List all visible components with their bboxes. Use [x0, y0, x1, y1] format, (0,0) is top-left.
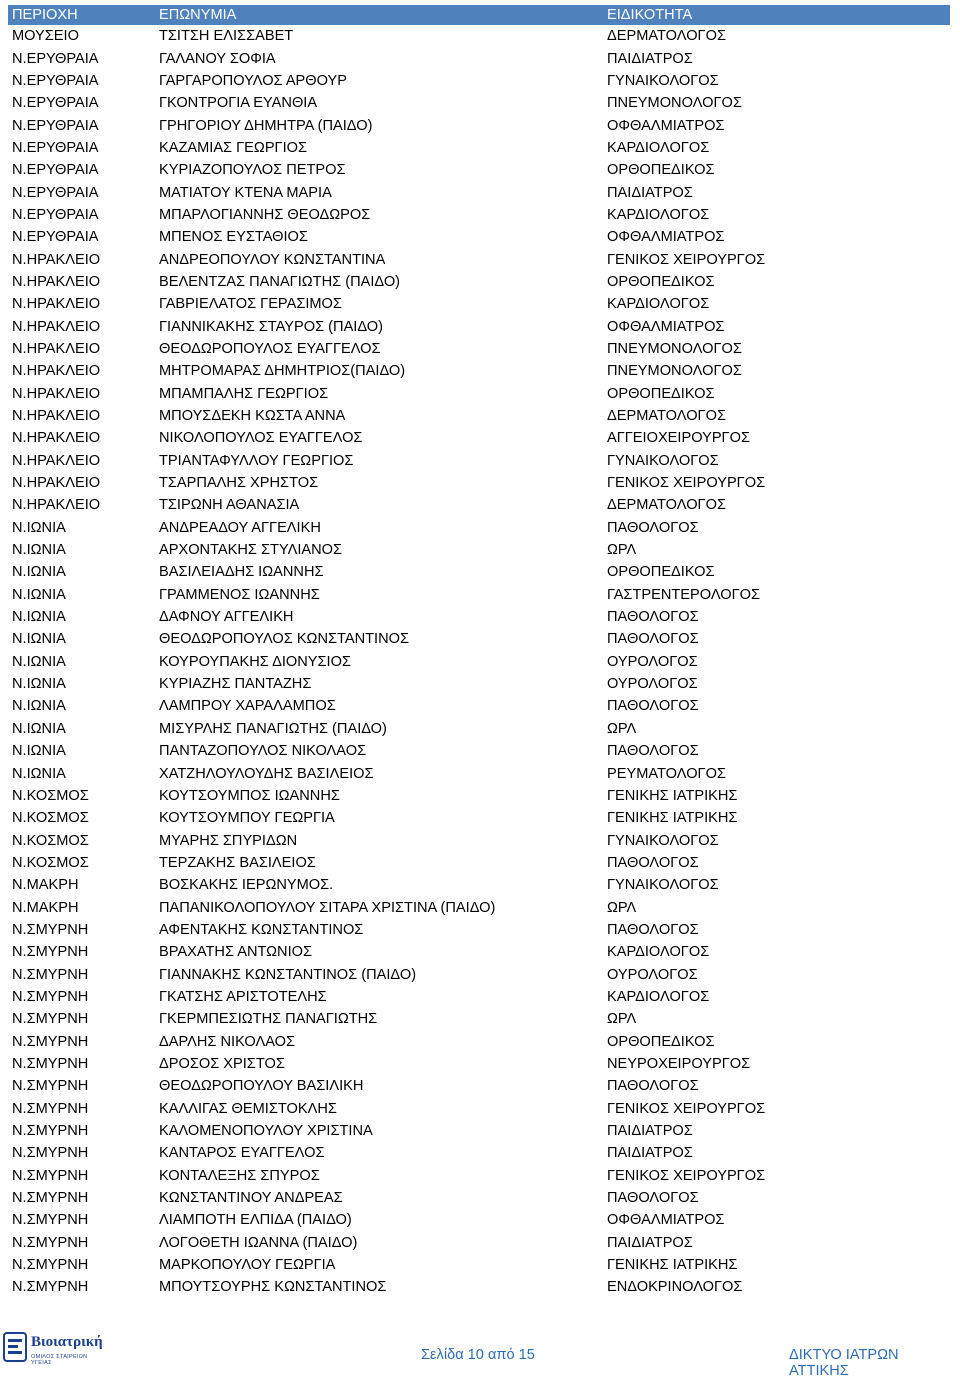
- cell-specialty: ΕΝΔΟΚΡΙΝΟΛΟΓΟΣ: [607, 1279, 743, 1296]
- cell-name: ΓΑΡΓΑΡΟΠΟΥΛΟΣ ΑΡΘΟΥΡ: [159, 72, 347, 89]
- cell-area: Ν.ΗΡΑΚΛΕΙΟ: [12, 408, 101, 425]
- cell-area: Ν.ΗΡΑΚΛΕΙΟ: [12, 497, 101, 514]
- cell-area: Ν.ΣΜΥΡΝΗ: [12, 1167, 89, 1184]
- cell-name: ΑΦΕΝΤΑΚΗΣ ΚΩΝΣΤΑΝΤΙΝΟΣ: [159, 921, 364, 938]
- cell-area: Ν.ΣΜΥΡΝΗ: [12, 1257, 89, 1274]
- page-number: Σελίδα 10 από 15: [421, 1347, 535, 1363]
- cell-specialty: ΠΑΘΟΛΟΓΟΣ: [607, 1078, 699, 1095]
- cell-specialty: ΟΥΡΟΛΟΓΟΣ: [607, 653, 698, 670]
- cell-name: ΛΙΑΜΠΟΤΗ ΕΛΠΙΔΑ (ΠΑΙΔΟ): [159, 1212, 352, 1229]
- cell-specialty: ΚΑΡΔΙΟΛΟΓΟΣ: [607, 988, 710, 1005]
- cell-area: Ν.ΣΜΥΡΝΗ: [12, 1123, 89, 1140]
- cell-name: ΘΕΟΔΩΡΟΠΟΥΛΟΥ ΒΑΣΙΛΙΚΗ: [159, 1078, 364, 1095]
- table-row: [8, 315, 950, 337]
- cell-name: ΒΕΛΕΝΤΖΑΣ ΠΑΝΑΓΙΩΤΗΣ (ΠΑΙΔΟ): [159, 273, 401, 290]
- cell-area: Ν.ΣΜΥΡΝΗ: [12, 1078, 89, 1095]
- cell-name: ΓΑΛΑΝΟΥ ΣΟΦΙΑ: [159, 50, 276, 67]
- table-row: [8, 47, 950, 69]
- cell-specialty: ΟΡΘΟΠΕΔΙΚΟΣ: [607, 564, 715, 581]
- table-row: [8, 718, 950, 740]
- table-row: [8, 293, 950, 315]
- table-row: [8, 896, 950, 918]
- cell-specialty: ΠΑΙΔΙΑΤΡΟΣ: [607, 1123, 693, 1140]
- cell-name: ΚΑΛΟΜΕΝΟΠΟΥΛΟΥ ΧΡΙΣΤΙΝΑ: [159, 1123, 373, 1140]
- cell-specialty: ΩΡΛ: [607, 542, 637, 559]
- cell-name: ΚΥΡΙΑΖΗΣ ΠΑΝΤΑΖΗΣ: [159, 676, 312, 693]
- cell-name: ΚΟΥΡΟΥΠΑΚΗΣ ΔΙΟΝΥΣΙΟΣ: [159, 653, 351, 670]
- cell-name: ΜΠΟΥΤΣΟΥΡΗΣ ΚΩΝΣΤΑΝΤΙΝΟΣ: [159, 1279, 387, 1296]
- table-row: [8, 1232, 950, 1254]
- table-row: [8, 695, 950, 717]
- cell-specialty: ΩΡΛ: [607, 1011, 637, 1028]
- cell-area: Ν.ΙΩΝΙΑ: [12, 609, 66, 626]
- cell-name: ΜΑΡΚΟΠΟΥΛΟΥ ΓΕΩΡΓΙΑ: [159, 1257, 336, 1274]
- table-row: [8, 1120, 950, 1142]
- table-row: [8, 651, 950, 673]
- column-header-area: ΠΕΡΙΟΧΗ: [12, 7, 78, 23]
- table-row: [8, 1098, 950, 1120]
- cell-area: Ν.ΕΡΥΘΡΑΙΑ: [12, 139, 99, 156]
- table-row: [8, 70, 950, 92]
- table-row: [8, 226, 950, 248]
- cell-specialty: ΠΑΙΔΙΑΤΡΟΣ: [607, 1234, 693, 1251]
- cell-specialty: ΓΕΝΙΚΟΣ ΧΕΙΡΟΥΡΓΟΣ: [607, 1167, 766, 1184]
- cell-specialty: ΠΑΙΔΙΑΤΡΟΣ: [607, 184, 693, 201]
- cell-area: Ν.ΣΜΥΡΝΗ: [12, 944, 89, 961]
- cell-specialty: ΟΡΘΟΠΕΔΙΚΟΣ: [607, 162, 715, 179]
- table-row: [8, 807, 950, 829]
- table-row: [8, 1276, 950, 1298]
- cell-specialty: ΚΑΡΔΙΟΛΟΓΟΣ: [607, 944, 710, 961]
- cell-area: Ν.ΙΩΝΙΑ: [12, 743, 66, 760]
- cell-specialty: ΡΕΥΜΑΤΟΛΟΓΟΣ: [607, 765, 726, 782]
- cell-area: Ν.ΙΩΝΙΑ: [12, 586, 66, 603]
- cell-area: Ν.ΕΡΥΘΡΑΙΑ: [12, 72, 99, 89]
- table-row: [8, 829, 950, 851]
- cell-area: Ν.ΣΜΥΡΝΗ: [12, 988, 89, 1005]
- table-row: [8, 517, 950, 539]
- cell-area: Ν.ΗΡΑΚΛΕΙΟ: [12, 296, 101, 313]
- cell-area: ΜΟΥΣΕΙΟ: [12, 28, 79, 45]
- doctors-table: [8, 5, 950, 1299]
- cell-area: Ν.ΗΡΑΚΛΕΙΟ: [12, 475, 101, 492]
- table-row: [8, 740, 950, 762]
- logo-mark-icon: [3, 1331, 29, 1365]
- column-header-name: ΕΠΩΝΥΜΙΑ: [159, 7, 237, 23]
- cell-specialty: ΠΝΕΥΜΟΝΟΛΟΓΟΣ: [607, 340, 742, 357]
- table-row: [8, 941, 950, 963]
- table-row: [8, 584, 950, 606]
- cell-specialty: ΓΕΝΙΚΗΣ ΙΑΤΡΙΚΗΣ: [607, 787, 738, 804]
- cell-area: Ν.ΣΜΥΡΝΗ: [12, 1055, 89, 1072]
- cell-name: ΓΚΕΡΜΠΕΣΙΩΤΗΣ ΠΑΝΑΓΙΩΤΗΣ: [159, 1011, 378, 1028]
- table-row: [8, 1187, 950, 1209]
- cell-specialty: ΠΑΘΟΛΟΓΟΣ: [607, 854, 699, 871]
- cell-area: Ν.ΕΡΥΘΡΑΙΑ: [12, 162, 99, 179]
- cell-name: ΔΑΦΝΟΥ ΑΓΓΕΛΙΚΗ: [159, 609, 294, 626]
- cell-specialty: ΠΑΘΟΛΟΓΟΣ: [607, 921, 699, 938]
- cell-name: ΚΩΝΣΤΑΝΤΙΝΟΥ ΑΝΔΡΕΑΣ: [159, 1190, 343, 1207]
- table-row: [8, 1209, 950, 1231]
- cell-area: Ν.ΕΡΥΘΡΑΙΑ: [12, 229, 99, 246]
- cell-area: Ν.ΗΡΑΚΛΕΙΟ: [12, 430, 101, 447]
- cell-name: ΚΟΝΤΑΛΕΞΗΣ ΣΠΥΡΟΣ: [159, 1167, 320, 1184]
- cell-specialty: ΔΕΡΜΑΤΟΛΟΓΟΣ: [607, 497, 726, 514]
- cell-name: ΤΣΙΤΣΗ ΕΛΙΣΣΑΒΕΤ: [159, 28, 294, 45]
- table-row: [8, 360, 950, 382]
- cell-name: ΜΗΤΡΟΜΑΡΑΣ ΔΗΜΗΤΡΙΟΣ(ΠΑΙΔΟ): [159, 363, 406, 380]
- cell-specialty: ΚΑΡΔΙΟΛΟΓΟΣ: [607, 296, 710, 313]
- cell-specialty: ΓΕΝΙΚΟΣ ΧΕΙΡΟΥΡΓΟΣ: [607, 475, 766, 492]
- cell-area: Ν.ΣΜΥΡΝΗ: [12, 966, 89, 983]
- cell-name: ΛΑΜΠΡΟΥ ΧΑΡΑΛΑΜΠΟΣ: [159, 698, 336, 715]
- cell-name: ΑΡΧΟΝΤΑΚΗΣ ΣΤΥΛΙΑΝΟΣ: [159, 542, 343, 559]
- table-row: [8, 383, 950, 405]
- cell-name: ΤΣΑΡΠΑΛΗΣ ΧΡΗΣΤΟΣ: [159, 475, 319, 492]
- cell-name: ΓΑΒΡΙΕΛΑΤΟΣ ΓΕΡΑΣΙΜΟΣ: [159, 296, 342, 313]
- cell-name: ΜΙΣΥΡΛΗΣ ΠΑΝΑΓΙΩΤΗΣ (ΠΑΙΔΟ): [159, 720, 387, 737]
- cell-specialty: ΔΕΡΜΑΤΟΛΟΓΟΣ: [607, 28, 726, 45]
- table-row: [8, 1075, 950, 1097]
- cell-name: ΜΑΤΙΑΤΟΥ ΚΤΕΝΑ ΜΑΡΙΑ: [159, 184, 332, 201]
- cell-specialty: ΓΕΝΙΚΗΣ ΙΑΤΡΙΚΗΣ: [607, 1257, 738, 1274]
- cell-specialty: ΓΑΣΤΡΕΝΤΕΡΟΛΟΓΟΣ: [607, 586, 761, 603]
- cell-specialty: ΠΑΙΔΙΑΤΡΟΣ: [607, 1145, 693, 1162]
- cell-area: Ν.ΣΜΥΡΝΗ: [12, 921, 89, 938]
- cell-area: Ν.ΣΜΥΡΝΗ: [12, 1033, 89, 1050]
- table-row: [8, 1254, 950, 1276]
- table-row: [8, 114, 950, 136]
- cell-name: ΝΙΚΟΛΟΠΟΥΛΟΣ ΕΥΑΓΓΕΛΟΣ: [159, 430, 363, 447]
- cell-name: ΠΑΠΑΝΙΚΟΛΟΠΟΥΛΟΥ ΣΙΤΑΡΑ ΧΡΙΣΤΙΝΑ (ΠΑΙΔΟ): [159, 899, 496, 916]
- cell-specialty: ΠΝΕΥΜΟΝΟΛΟΓΟΣ: [607, 363, 742, 380]
- table-row: [8, 1008, 950, 1030]
- table-row: [8, 561, 950, 583]
- table-row: [8, 919, 950, 941]
- cell-area: Ν.ΣΜΥΡΝΗ: [12, 1100, 89, 1117]
- cell-specialty: ΓΕΝΙΚΗΣ ΙΑΤΡΙΚΗΣ: [607, 810, 738, 827]
- cell-name: ΔΑΡΛΗΣ ΝΙΚΟΛΑΟΣ: [159, 1033, 296, 1050]
- table-row: [8, 271, 950, 293]
- table-row: [8, 1165, 950, 1187]
- cell-area: Ν.ΕΡΥΘΡΑΙΑ: [12, 184, 99, 201]
- cell-specialty: ΟΡΘΟΠΕΔΙΚΟΣ: [607, 1033, 715, 1050]
- cell-specialty: ΓΕΝΙΚΟΣ ΧΕΙΡΟΥΡΓΟΣ: [607, 251, 766, 268]
- cell-specialty: ΓΕΝΙΚΟΣ ΧΕΙΡΟΥΡΓΟΣ: [607, 1100, 766, 1117]
- table-row: [8, 628, 950, 650]
- cell-area: Ν.ΣΜΥΡΝΗ: [12, 1279, 89, 1296]
- cell-specialty: ΠΑΘΟΛΟΓΟΣ: [607, 631, 699, 648]
- cell-area: Ν.ΗΡΑΚΛΕΙΟ: [12, 385, 101, 402]
- cell-name: ΓΙΑΝΝΑΚΗΣ ΚΩΝΣΤΑΝΤΙΝΟΣ (ΠΑΙΔΟ): [159, 966, 417, 983]
- cell-name: ΓΡΗΓΟΡΙΟΥ ΔΗΜΗΤΡΑ (ΠΑΙΔΟ): [159, 117, 373, 134]
- cell-specialty: ΟΦΘΑΛΜΙΑΤΡΟΣ: [607, 318, 725, 335]
- table-row: [8, 874, 950, 896]
- cell-name: ΓΡΑΜΜΕΝΟΣ ΙΩΑΝΝΗΣ: [159, 586, 320, 603]
- cell-name: ΤΣΙΡΩΝΗ ΑΘΑΝΑΣΙΑ: [159, 497, 300, 514]
- cell-area: Ν.ΕΡΥΘΡΑΙΑ: [12, 50, 99, 67]
- cell-area: Ν.ΣΜΥΡΝΗ: [12, 1011, 89, 1028]
- cell-area: Ν.ΙΩΝΙΑ: [12, 564, 66, 581]
- cell-name: ΚΑΝΤΑΡΟΣ ΕΥΑΓΓΕΛΟΣ: [159, 1145, 325, 1162]
- cell-name: ΔΡΟΣΟΣ ΧΡΙΣΤΟΣ: [159, 1055, 285, 1072]
- cell-specialty: ΠΝΕΥΜΟΝΟΛΟΓΟΣ: [607, 95, 742, 112]
- cell-name: ΜΠΟΥΣΔΕΚΗ ΚΩΣΤΑ ΑΝΝΑ: [159, 408, 346, 425]
- cell-name: ΤΕΡΖΑΚΗΣ ΒΑΣΙΛΕΙΟΣ: [159, 854, 316, 871]
- cell-specialty: ΟΦΘΑΛΜΙΑΤΡΟΣ: [607, 229, 725, 246]
- table-row: [8, 986, 950, 1008]
- cell-area: Ν.ΜΑΚΡΗ: [12, 877, 79, 894]
- table-row: [8, 405, 950, 427]
- cell-area: Ν.ΙΩΝΙΑ: [12, 698, 66, 715]
- cell-name: ΜΠΑΡΛΟΓΙΑΝΝΗΣ ΘΕΟΔΩΡΟΣ: [159, 206, 371, 223]
- table-row: [8, 137, 950, 159]
- table-header: [8, 5, 950, 25]
- table-row: [8, 1142, 950, 1164]
- cell-specialty: ΠΑΘΟΛΟΓΟΣ: [607, 609, 699, 626]
- table-row: [8, 852, 950, 874]
- cell-name: ΘΕΟΔΩΡΟΠΟΥΛΟΣ ΕΥΑΓΓΕΛΟΣ: [159, 340, 381, 357]
- cell-specialty: ΟΦΘΑΛΜΙΑΤΡΟΣ: [607, 117, 725, 134]
- cell-name: ΒΑΣΙΛΕΙΑΔΗΣ ΙΩΑΝΝΗΣ: [159, 564, 324, 581]
- table-row: [8, 472, 950, 494]
- cell-area: Ν.ΗΡΑΚΛΕΙΟ: [12, 340, 101, 357]
- cell-name: ΜΥΑΡΗΣ ΣΠΥΡΙΔΩΝ: [159, 832, 298, 849]
- table-row: [8, 25, 950, 47]
- cell-area: Ν.ΗΡΑΚΛΕΙΟ: [12, 363, 101, 380]
- cell-name: ΑΝΔΡΕΑΔΟΥ ΑΓΓΕΛΙΚΗ: [159, 519, 321, 536]
- table-row: [8, 762, 950, 784]
- cell-area: Ν.ΚΟΣΜΟΣ: [12, 787, 89, 804]
- cell-name: ΜΠΑΜΠΑΛΗΣ ΓΕΩΡΓΙΟΣ: [159, 385, 329, 402]
- cell-name: ΧΑΤΖΗΛΟΥΛΟΥΔΗΣ ΒΑΣΙΛΕΙΟΣ: [159, 765, 374, 782]
- table-row: [8, 248, 950, 270]
- cell-area: Ν.ΗΡΑΚΛΕΙΟ: [12, 318, 101, 335]
- cell-specialty: ΠΑΙΔΙΑΤΡΟΣ: [607, 50, 693, 67]
- cell-area: Ν.ΙΩΝΙΑ: [12, 676, 66, 693]
- cell-area: Ν.ΚΟΣΜΟΣ: [12, 854, 89, 871]
- cell-name: ΘΕΟΔΩΡΟΠΟΥΛΟΣ ΚΩΝΣΤΑΝΤΙΝΟΣ: [159, 631, 410, 648]
- table-row: [8, 427, 950, 449]
- table-row: [8, 338, 950, 360]
- cell-area: Ν.ΕΡΥΘΡΑΙΑ: [12, 206, 99, 223]
- cell-name: ΚΟΥΤΣΟΥΜΠΟΥ ΓΕΩΡΓΙΑ: [159, 810, 335, 827]
- cell-area: Ν.ΗΡΑΚΛΕΙΟ: [12, 452, 101, 469]
- cell-specialty: ΩΡΛ: [607, 720, 637, 737]
- cell-name: ΠΑΝΤΑΖΟΠΟΥΛΟΣ ΝΙΚΟΛΑΟΣ: [159, 743, 367, 760]
- column-header-specialty: ΕΙΔΙΚΟΤΗΤΑ: [607, 7, 693, 23]
- cell-area: Ν.ΙΩΝΙΑ: [12, 519, 66, 536]
- cell-name: ΓΙΑΝΝΙΚΑΚΗΣ ΣΤΑΥΡΟΣ (ΠΑΙΔΟ): [159, 318, 384, 335]
- cell-area: Ν.ΙΩΝΙΑ: [12, 720, 66, 737]
- cell-specialty: ΟΡΘΟΠΕΔΙΚΟΣ: [607, 273, 715, 290]
- cell-area: Ν.ΙΩΝΙΑ: [12, 653, 66, 670]
- cell-specialty: ΠΑΘΟΛΟΓΟΣ: [607, 743, 699, 760]
- cell-name: ΓΚΟΝΤΡΟΓΙΑ ΕΥΑΝΘΙΑ: [159, 95, 318, 112]
- table-row: [8, 1030, 950, 1052]
- logo-text: Βιοιατρική: [31, 1334, 103, 1350]
- cell-name: ΚΟΥΤΣΟΥΜΠΟΣ ΙΩΑΝΝΗΣ: [159, 787, 340, 804]
- cell-area: Ν.ΜΑΚΡΗ: [12, 899, 79, 916]
- table-row: [8, 181, 950, 203]
- cell-name: ΚΑΛΛΙΓΑΣ ΘΕΜΙΣΤΟΚΛΗΣ: [159, 1100, 337, 1117]
- table-row: [8, 204, 950, 226]
- cell-area: Ν.ΕΡΥΘΡΑΙΑ: [12, 117, 99, 134]
- table-row: [8, 785, 950, 807]
- cell-specialty: ΠΑΘΟΛΟΓΟΣ: [607, 698, 699, 715]
- cell-name: ΑΝΔΡΕΟΠΟΥΛΟΥ ΚΩΝΣΤΑΝΤΙΝΑ: [159, 251, 386, 268]
- table-row: [8, 159, 950, 181]
- cell-specialty: ΚΑΡΔΙΟΛΟΓΟΣ: [607, 139, 710, 156]
- cell-name: ΚΥΡΙΑΖΟΠΟΥΛΟΣ ΠΕΤΡΟΣ: [159, 162, 346, 179]
- cell-area: Ν.ΙΩΝΙΑ: [12, 542, 66, 559]
- table-row: [8, 539, 950, 561]
- cell-area: Ν.ΣΜΥΡΝΗ: [12, 1234, 89, 1251]
- table-row: [8, 494, 950, 516]
- cell-specialty: ΑΓΓΕΙΟΧΕΙΡΟΥΡΓΟΣ: [607, 430, 750, 447]
- cell-area: Ν.ΙΩΝΙΑ: [12, 765, 66, 782]
- cell-area: Ν.ΗΡΑΚΛΕΙΟ: [12, 251, 101, 268]
- cell-specialty: ΟΡΘΟΠΕΔΙΚΟΣ: [607, 385, 715, 402]
- cell-specialty: ΟΥΡΟΛΟΓΟΣ: [607, 966, 698, 983]
- cell-specialty: ΔΕΡΜΑΤΟΛΟΓΟΣ: [607, 408, 726, 425]
- cell-name: ΒΡΑΧΑΤΗΣ ΑΝΤΩΝΙΟΣ: [159, 944, 313, 961]
- page-footer: [0, 1326, 960, 1379]
- cell-specialty: ΓΥΝΑΙΚΟΛΟΓΟΣ: [607, 832, 719, 849]
- cell-specialty: ΠΑΘΟΛΟΓΟΣ: [607, 1190, 699, 1207]
- cell-specialty: ΓΥΝΑΙΚΟΛΟΓΟΣ: [607, 877, 719, 894]
- logo-subtitle: ΟΜΙΛΟΣ ΣΤΑΙΡΕΙΩΝ ΥΓΕΙΑΣ: [31, 1354, 88, 1366]
- cell-area: Ν.ΕΡΥΘΡΑΙΑ: [12, 95, 99, 112]
- cell-specialty: ΟΥΡΟΛΟΓΟΣ: [607, 676, 698, 693]
- cell-name: ΛΟΓΟΘΕΤΗ ΙΩΑΝΝΑ (ΠΑΙΔΟ): [159, 1234, 358, 1251]
- cell-specialty: ΟΦΘΑΛΜΙΑΤΡΟΣ: [607, 1212, 725, 1229]
- cell-area: Ν.ΚΟΣΜΟΣ: [12, 832, 89, 849]
- table-row: [8, 963, 950, 985]
- table-row: [8, 450, 950, 472]
- cell-name: ΚΑΖΑΜΙΑΣ ΓΕΩΡΓΙΟΣ: [159, 139, 308, 156]
- cell-name: ΜΠΕΝΟΣ ΕΥΣΤΑΘΙΟΣ: [159, 229, 308, 246]
- cell-specialty: ΠΑΘΟΛΟΓΟΣ: [607, 519, 699, 536]
- cell-specialty: ΚΑΡΔΙΟΛΟΓΟΣ: [607, 206, 710, 223]
- cell-area: Ν.ΚΟΣΜΟΣ: [12, 810, 89, 827]
- cell-area: Ν.ΣΜΥΡΝΗ: [12, 1190, 89, 1207]
- cell-name: ΒΟΣΚΑΚΗΣ ΙΕΡΩΝΥΜΟΣ.: [159, 877, 334, 894]
- table-body: [8, 25, 950, 1299]
- cell-specialty: ΓΥΝΑΙΚΟΛΟΓΟΣ: [607, 72, 719, 89]
- cell-specialty: ΝΕΥΡΟΧΕΙΡΟΥΡΓΟΣ: [607, 1055, 751, 1072]
- table-row: [8, 606, 950, 628]
- cell-area: Ν.ΣΜΥΡΝΗ: [12, 1212, 89, 1229]
- cell-specialty: ΩΡΛ: [607, 899, 637, 916]
- cell-name: ΓΚΑΤΣΗΣ ΑΡΙΣΤΟΤΕΛΗΣ: [159, 988, 327, 1005]
- cell-name: ΤΡΙΑΝΤΑΦΥΛΛΟΥ ΓΕΩΡΓΙΟΣ: [159, 452, 354, 469]
- cell-area: Ν.ΗΡΑΚΛΕΙΟ: [12, 273, 101, 290]
- table-row: [8, 673, 950, 695]
- cell-area: Ν.ΙΩΝΙΑ: [12, 631, 66, 648]
- cell-area: Ν.ΣΜΥΡΝΗ: [12, 1145, 89, 1162]
- cell-specialty: ΓΥΝΑΙΚΟΛΟΓΟΣ: [607, 452, 719, 469]
- network-title: ΔΙΚΤΥΟ ΙΑΤΡΩΝ ΑΤΤΙΚΗΣ: [789, 1347, 899, 1379]
- company-logo: [3, 1331, 105, 1367]
- table-row: [8, 92, 950, 114]
- table-row: [8, 1053, 950, 1075]
